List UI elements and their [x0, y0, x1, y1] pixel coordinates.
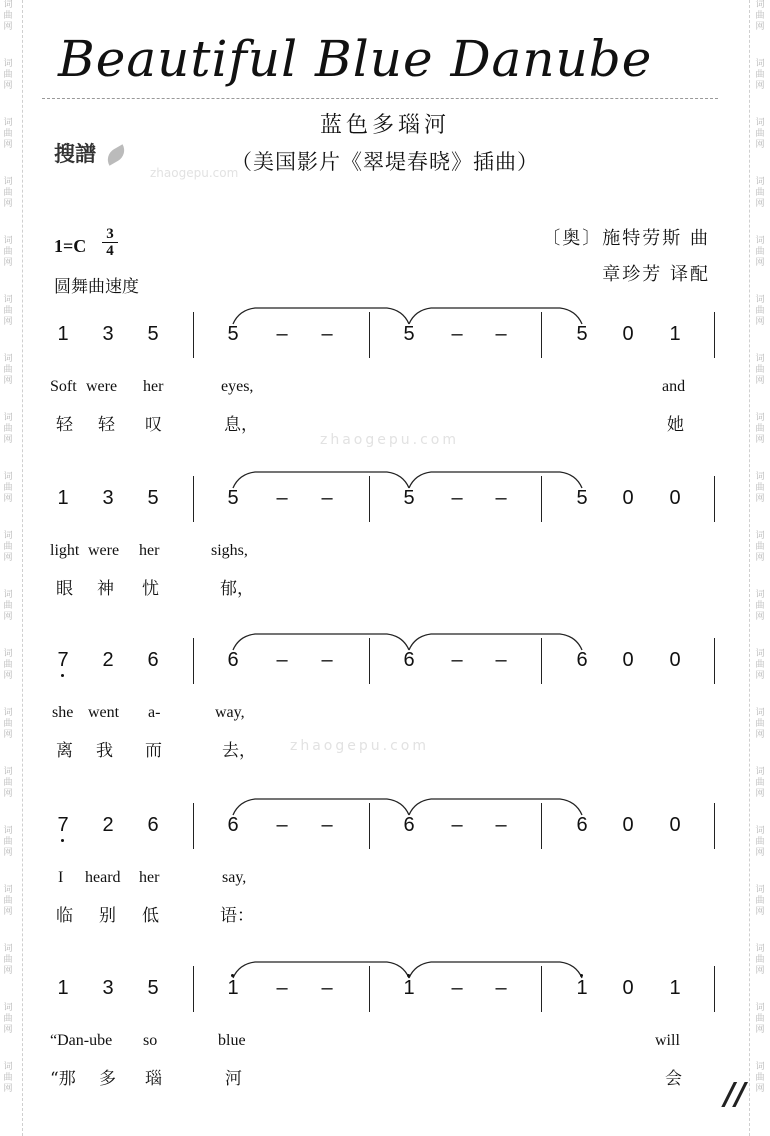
high-octave-dot	[231, 974, 234, 977]
note-text: 5	[576, 487, 588, 509]
note	[665, 977, 685, 1000]
time-signature	[102, 226, 118, 259]
lyric-english: she	[52, 704, 74, 721]
note-dash	[447, 487, 467, 510]
note-text: –	[451, 649, 463, 671]
lyric-english: way,	[215, 704, 245, 721]
note-text: 3	[102, 977, 114, 999]
note-dash	[317, 649, 337, 672]
lyric-chinese: 河	[225, 1069, 242, 1089]
note-text: 1	[57, 487, 69, 509]
note	[98, 977, 118, 1000]
lyric-english: her	[139, 542, 160, 559]
lyric-chinese: 轻	[98, 415, 115, 435]
note-text: –	[321, 977, 333, 999]
side-watermark-text: 词曲网	[755, 413, 765, 445]
lyric-english: Soft	[50, 378, 77, 395]
lyric-chinese: 瑙	[145, 1069, 162, 1089]
side-watermark-text: 词曲网	[3, 944, 13, 976]
tie-mark	[409, 799, 582, 815]
chinese-title: 蓝色多瑙河	[319, 113, 450, 138]
note-text: 6	[227, 814, 239, 836]
note-text: 5	[576, 323, 588, 345]
note	[618, 977, 638, 1000]
side-watermark-text: 词曲网	[3, 472, 13, 504]
note-text: –	[495, 649, 507, 671]
side-watermark-text: 词曲网	[755, 472, 765, 504]
note-dash	[491, 323, 511, 346]
lyric-chinese: 离	[56, 741, 73, 761]
note	[572, 977, 592, 1000]
tie-mark	[409, 962, 582, 978]
side-watermark-text: 词曲网	[755, 590, 765, 622]
note-text: –	[321, 323, 333, 345]
lyric-chinese: “那	[50, 1069, 76, 1089]
note-text: 2	[102, 814, 114, 836]
note-dash	[317, 487, 337, 510]
lyric-chinese: 临	[56, 906, 73, 926]
note-text: 1	[576, 977, 588, 999]
side-watermark-text: 词曲网	[755, 118, 765, 150]
note-text: –	[321, 487, 333, 509]
note-text: 6	[147, 814, 159, 836]
note	[399, 487, 419, 510]
note-text: 3	[102, 487, 114, 509]
lyric-english: and	[662, 378, 686, 395]
side-watermark-text: 词曲网	[3, 767, 13, 799]
tempo-marking: 圆舞曲速度	[54, 277, 139, 297]
score-row	[0, 783, 770, 926]
note-dash	[447, 323, 467, 346]
note	[665, 649, 685, 672]
note-text: 0	[622, 814, 634, 836]
high-octave-dot	[407, 974, 410, 977]
note-dash	[317, 977, 337, 1000]
note-dash	[491, 977, 511, 1000]
note-dash	[447, 977, 467, 1000]
note	[399, 323, 419, 346]
title-underline	[42, 98, 718, 99]
note-text: 7	[57, 814, 69, 836]
side-watermark-text: 词曲网	[755, 649, 765, 681]
lyric-english: say,	[222, 869, 247, 886]
tie-mark	[233, 799, 409, 815]
note-text: –	[451, 323, 463, 345]
lyric-english: eyes,	[221, 378, 254, 395]
note	[143, 814, 163, 837]
lyric-chinese: 轻	[56, 415, 73, 435]
note	[223, 814, 243, 837]
note-text: 7	[57, 649, 69, 671]
note	[399, 649, 419, 672]
site-watermark: zhaogepu.com	[290, 738, 429, 754]
side-watermark-text: 词曲网	[755, 531, 765, 563]
lyric-chinese: 别	[99, 906, 116, 926]
note-text: 5	[147, 323, 159, 345]
note	[53, 487, 73, 510]
note	[223, 977, 243, 1000]
logo-text: 搜譜	[54, 142, 96, 166]
low-octave-dot	[61, 674, 64, 677]
note	[618, 487, 638, 510]
lyric-chinese: 她	[667, 415, 684, 435]
lyric-english: were	[86, 378, 118, 395]
note	[399, 814, 419, 837]
note-text: –	[276, 649, 288, 671]
note	[665, 323, 685, 346]
note-text: –	[451, 814, 463, 836]
note-text: 0	[669, 487, 681, 509]
note-text: 0	[669, 814, 681, 836]
note-text: 6	[403, 649, 415, 671]
note-text: –	[276, 814, 288, 836]
lyric-chinese: 多	[99, 1069, 116, 1089]
tie-mark	[409, 472, 582, 488]
side-watermark-text: 词曲网	[755, 354, 765, 386]
note-text: 5	[227, 323, 239, 345]
lyric-english: blue	[218, 1032, 246, 1049]
note-text: 5	[147, 977, 159, 999]
note-dash	[272, 814, 292, 837]
side-watermark-text: 词曲网	[3, 59, 13, 91]
side-watermark-text: 词曲网	[755, 236, 765, 268]
side-watermark-text: 词曲网	[755, 1062, 765, 1094]
lyric-english: a-	[148, 704, 161, 721]
side-watermark-text: 词曲网	[755, 177, 765, 209]
lyric-chinese: 而	[145, 741, 162, 761]
high-octave-dot	[580, 974, 583, 977]
score-row	[0, 292, 770, 435]
note-text: –	[495, 487, 507, 509]
song-title: Beautiful Blue Danube	[58, 30, 653, 88]
side-watermark-text: 词曲网	[3, 295, 13, 327]
time-denominator: 4	[106, 243, 114, 259]
lyric-chinese: 去，	[222, 741, 256, 761]
note	[53, 977, 73, 1000]
note-dash	[272, 977, 292, 1000]
note-text: –	[495, 323, 507, 345]
lyric-chinese: 叹	[145, 415, 162, 435]
lyric-english: I	[58, 869, 64, 886]
lyric-english: will	[655, 1032, 680, 1049]
side-watermark-text: 词曲网	[3, 1003, 13, 1035]
note	[53, 323, 73, 346]
note	[223, 487, 243, 510]
lyric-chinese: 息，	[224, 415, 258, 435]
side-watermark-text: 词曲网	[3, 0, 13, 32]
side-watermark-text: 词曲网	[755, 59, 765, 91]
note-text: 1	[57, 977, 69, 999]
note	[143, 323, 163, 346]
note-text: 1	[669, 977, 681, 999]
note-text: –	[321, 649, 333, 671]
side-watermark-text: 词曲网	[3, 354, 13, 386]
note	[53, 649, 73, 672]
note-text: 1	[403, 977, 415, 999]
note-text: –	[321, 814, 333, 836]
score-row	[0, 456, 770, 599]
note-text: 5	[147, 487, 159, 509]
note	[98, 487, 118, 510]
site-logo	[54, 138, 131, 168]
note-dash	[491, 649, 511, 672]
tie-mark	[233, 308, 409, 324]
note-text: –	[276, 977, 288, 999]
lyric-chinese: 语：	[220, 906, 254, 926]
note	[53, 814, 73, 837]
side-watermark-text: 词曲网	[3, 1062, 13, 1094]
key-signature: 1=C	[54, 236, 87, 256]
corner-mark: //	[724, 1077, 746, 1112]
note	[572, 487, 592, 510]
note-text: 6	[227, 649, 239, 671]
side-watermark-text: 词曲网	[3, 531, 13, 563]
lyric-chinese: 会	[665, 1069, 682, 1089]
side-watermark-text: 词曲网	[755, 708, 765, 740]
side-watermark-text: 词曲网	[3, 413, 13, 445]
side-watermark-text: 词曲网	[755, 885, 765, 917]
note	[143, 977, 163, 1000]
side-watermark-text: 词曲网	[3, 885, 13, 917]
note	[143, 487, 163, 510]
note-dash	[272, 323, 292, 346]
lyric-english: heard	[85, 869, 121, 886]
side-watermark-text: 词曲网	[3, 118, 13, 150]
note	[618, 323, 638, 346]
note-text: 0	[669, 649, 681, 671]
note-text: –	[495, 977, 507, 999]
note-text: 1	[57, 323, 69, 345]
side-watermark-text: 词曲网	[3, 590, 13, 622]
site-watermark: zhaogepu.com	[150, 166, 239, 180]
note-text: 1	[227, 977, 239, 999]
note-text: 2	[102, 649, 114, 671]
lyric-english: were	[88, 542, 120, 559]
time-numerator: 3	[102, 226, 118, 243]
lyric-chinese: 神	[97, 579, 114, 599]
note-text: 0	[622, 323, 634, 345]
note-dash	[491, 814, 511, 837]
note	[618, 814, 638, 837]
note	[143, 649, 163, 672]
lyric-english: sighs,	[211, 542, 248, 559]
note-text: –	[276, 323, 288, 345]
tie-mark	[409, 308, 582, 324]
leaf-icon	[104, 144, 129, 165]
note	[98, 649, 118, 672]
side-watermark-text: 词曲网	[3, 177, 13, 209]
lyric-chinese: 忧	[142, 579, 159, 599]
note	[665, 487, 685, 510]
composer-credit: 〔奥〕施特劳斯 曲	[542, 228, 710, 249]
note	[572, 323, 592, 346]
note-text: 5	[227, 487, 239, 509]
note-dash	[447, 814, 467, 837]
note	[665, 814, 685, 837]
note	[223, 649, 243, 672]
lyric-english: her	[143, 378, 164, 395]
note	[572, 814, 592, 837]
film-note: （美国影片《翠堤春晓》插曲）	[231, 150, 539, 174]
lyric-english: so	[143, 1032, 158, 1049]
note-text: 6	[403, 814, 415, 836]
lyric-english: “Dan-ube	[50, 1032, 113, 1049]
side-watermark-text: 词曲网	[3, 236, 13, 268]
note-text: 5	[403, 323, 415, 345]
side-watermark-text: 词曲网	[3, 826, 13, 858]
side-watermark-text: 词曲网	[755, 944, 765, 976]
note-text: 1	[669, 323, 681, 345]
tie-mark	[409, 634, 582, 650]
side-watermark-text: 词曲网	[755, 0, 765, 32]
note-dash	[272, 487, 292, 510]
lyric-english: her	[139, 869, 160, 886]
low-octave-dot	[61, 839, 64, 842]
lyric-chinese: 我	[96, 741, 113, 761]
note-dash	[317, 814, 337, 837]
note-text: 6	[576, 814, 588, 836]
note-dash	[272, 649, 292, 672]
side-watermark-text: 词曲网	[755, 767, 765, 799]
note-text: –	[495, 814, 507, 836]
note	[399, 977, 419, 1000]
note-text: –	[451, 977, 463, 999]
tie-mark	[233, 472, 409, 488]
site-watermark: zhaogepu.com	[320, 432, 459, 448]
note-text: –	[451, 487, 463, 509]
lyric-chinese: 低	[142, 906, 159, 926]
note-text: 6	[576, 649, 588, 671]
note-text: 6	[147, 649, 159, 671]
note	[572, 649, 592, 672]
side-watermark-text: 词曲网	[755, 1003, 765, 1035]
note-dash	[491, 487, 511, 510]
tie-mark	[233, 634, 409, 650]
note	[618, 649, 638, 672]
lyric-chinese: 眼	[56, 579, 73, 599]
arranger-credit: 章珍芳 译配	[602, 264, 710, 285]
side-watermark-text: 词曲网	[755, 826, 765, 858]
note	[98, 323, 118, 346]
note-text: 3	[102, 323, 114, 345]
note-text: 5	[403, 487, 415, 509]
note-dash	[317, 323, 337, 346]
lyric-chinese: 郁，	[220, 579, 254, 599]
tie-mark	[233, 962, 409, 978]
side-watermark-text: 词曲网	[3, 708, 13, 740]
score-row	[0, 946, 770, 1089]
note	[98, 814, 118, 837]
lyric-english: went	[88, 704, 120, 721]
lyric-english: light	[50, 542, 80, 559]
side-watermark-text: 词曲网	[755, 295, 765, 327]
side-watermark-text: 词曲网	[3, 649, 13, 681]
note-text: 0	[622, 649, 634, 671]
score-row	[0, 618, 770, 761]
note-text: 0	[622, 977, 634, 999]
note-text: 0	[622, 487, 634, 509]
note	[223, 323, 243, 346]
note-dash	[447, 649, 467, 672]
note-text: –	[276, 487, 288, 509]
